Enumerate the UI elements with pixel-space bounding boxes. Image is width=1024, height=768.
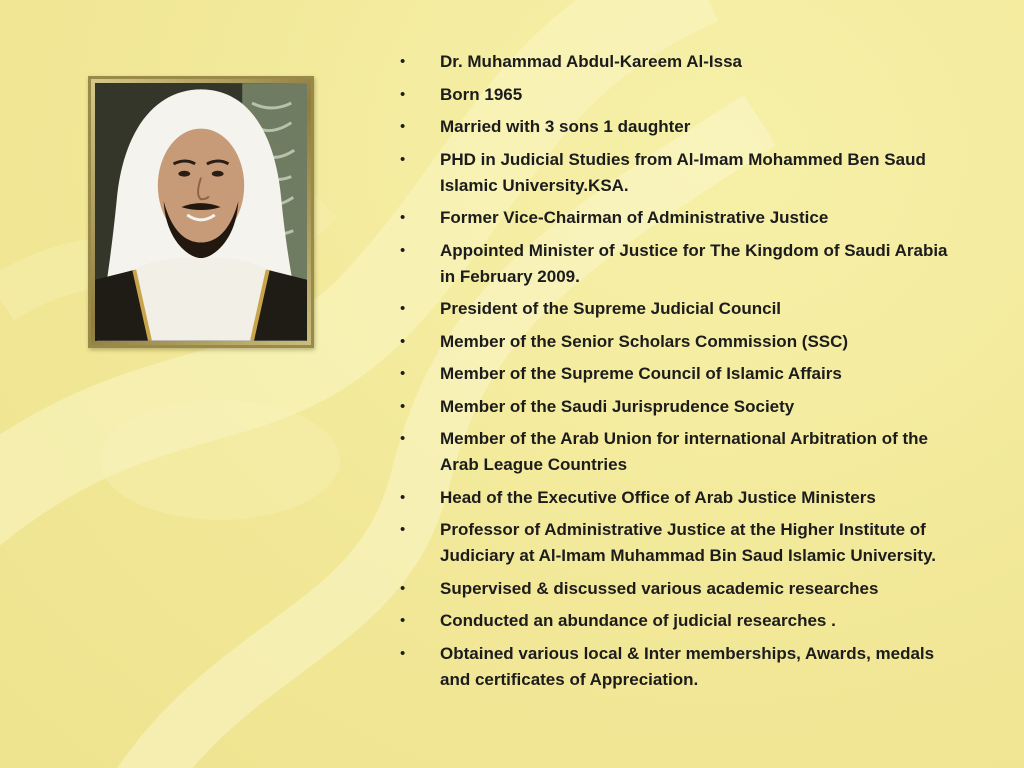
bullet-icon: • <box>400 209 406 226</box>
bullet-icon: • <box>400 612 406 629</box>
bio-list-item <box>400 114 980 140</box>
bullet-icon: • <box>400 579 406 597</box>
bio-item-text: Head of the Executive Office of Arab Justice Ministers <box>440 487 876 507</box>
bio-list-item <box>400 641 980 693</box>
bio-item-text: Member of the Arab Union for international Arbitration of the Arab League Countries <box>440 429 928 474</box>
bullet-icon: • <box>400 118 406 135</box>
bullet-icon: • <box>400 365 406 382</box>
bullet-icon: • <box>400 397 406 415</box>
bullet-icon: • <box>400 521 406 538</box>
bullet-icon: • <box>400 430 406 447</box>
bio-item-text: Former Vice-Chairman of Administrative Justice <box>440 208 829 227</box>
bio-item-text: PHD in Judicial Studies from Al-Imam Mohammed Ben Saud Islamic University.KSA. <box>440 149 926 195</box>
bio-item-text: Member of the Saudi Jurisprudence Society <box>440 396 795 416</box>
portrait-frame <box>88 76 314 348</box>
portrait-photo <box>95 83 307 341</box>
bio-item-text: Obtained various local & Inter memberships, Awards, medals and certificates of Appreciation. <box>440 643 935 689</box>
biography-list <box>400 49 980 699</box>
bio-item-text: Appointed Minister of Justice for The Kingdom of Saudi Arabia in February 2009. <box>440 240 948 286</box>
bio-list-item <box>400 426 980 478</box>
bio-list-item <box>400 147 980 199</box>
bio-item-text: Supervised & discussed various academic researches <box>440 578 879 598</box>
bullet-icon: • <box>400 241 406 259</box>
bullet-icon: • <box>400 85 406 103</box>
bullet-icon: • <box>400 332 406 350</box>
bio-list-item <box>400 517 980 569</box>
bio-list-item <box>400 82 980 108</box>
bullet-icon: • <box>400 300 406 317</box>
bio-item-text: Born 1965 <box>440 84 523 104</box>
bio-item-text: Member of the Senior Scholars Commission (SSC) <box>440 331 849 351</box>
bio-item-text: Member of the Supreme Council of Islamic Affairs <box>440 364 842 383</box>
bio-list-item <box>400 49 980 75</box>
bio-item-text: Married with 3 sons 1 daughter <box>440 117 691 136</box>
bio-list-item <box>400 394 980 420</box>
bio-list-item <box>400 205 980 231</box>
bio-item-text: Dr. Muhammad Abdul-Kareem Al-Issa <box>440 52 742 71</box>
bio-list-item <box>400 296 980 322</box>
bio-list-item <box>400 329 980 355</box>
bullet-icon: • <box>400 488 406 506</box>
bio-item-text: Professor of Administrative Justice at the Higher Institute of Judiciary at Al-Imam Muhammad Bin Saud Islamic University. <box>440 520 936 565</box>
bio-list-item <box>400 485 980 511</box>
bio-list-item <box>400 238 980 290</box>
bio-list-item <box>400 576 980 602</box>
bio-list-item <box>400 608 980 634</box>
bio-list-item <box>400 361 980 387</box>
bio-item-text: Conducted an abundance of judicial researches . <box>440 611 836 630</box>
bullet-icon: • <box>400 644 406 662</box>
bullet-icon: • <box>400 150 406 168</box>
bullet-icon: • <box>400 53 406 70</box>
bio-item-text: President of the Supreme Judicial Council <box>440 299 782 318</box>
